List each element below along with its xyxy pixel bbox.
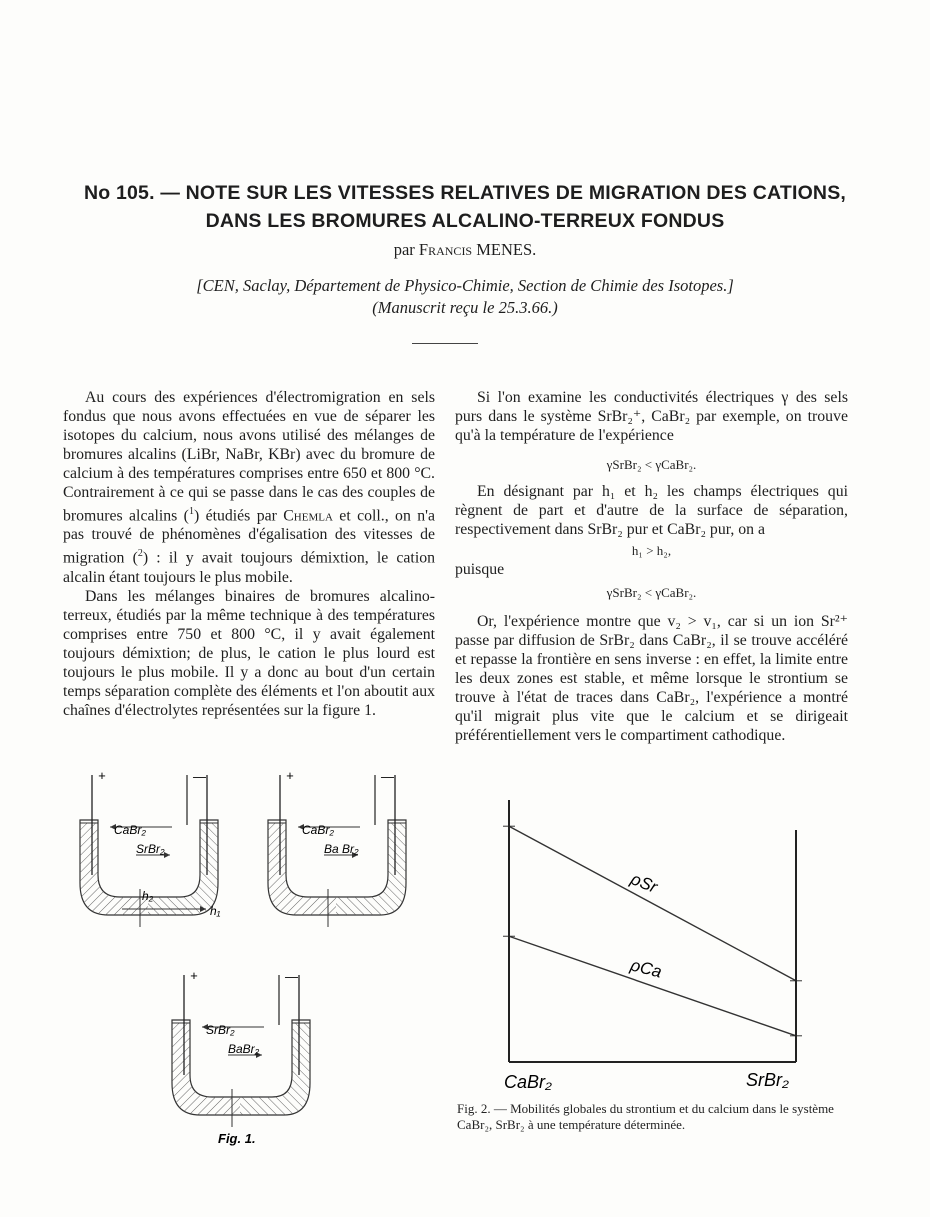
cell-a-anode-plus: +	[98, 768, 106, 783]
cell-b	[268, 768, 406, 927]
cell-a-h1: h₁	[210, 904, 221, 918]
figure-2-caption: Fig. 2. — Mobilités globales du strontium et du calcium dans le système CaBr₂, SrBr₂ à une température déterminée.	[457, 1101, 834, 1132]
left-column	[63, 388, 435, 720]
cell-c-salt-2: BaBr₂	[228, 1042, 260, 1056]
cell-a-salt-2: SrBr₂	[136, 842, 165, 856]
line-label-sr: ρSr	[628, 869, 660, 897]
affiliation: [CEN, Saclay, Département de Physico-Chimie, Section de Chimie des Isotopes.]	[196, 276, 734, 295]
figure-1-caption: Fig. 1.	[218, 1131, 256, 1146]
cell-b-cathode-minus: —	[381, 769, 394, 784]
figure-1-electrolysis-cells	[60, 765, 450, 1155]
cell-a	[80, 768, 221, 927]
right-paragraph-3: Or, l'expérience montre que v₂ > v₁, car si un ion Sr²⁺ passe par diffusion de SrBr₂ dans CaBr₂, il se trouve accéléré et repasse la frontière en sens inverse : en effet, la limite entre les deux zones est stable, et même lorsque le strontium se trouve à l'état de traces dans CaBr₂, l'expérience a montré qu'il migrait plus vite que le calcium et se dirigeait préférentiellement vers le compartiment cathodique.	[455, 613, 848, 744]
author-first-name: Francis	[418, 240, 473, 259]
cell-b-salt-2: Ba Br₂	[324, 842, 359, 856]
paper-title-line1: No 105. — NOTE SUR LES VITESSES RELATIVES DE MIGRATION DES CATIONS,	[83, 182, 847, 204]
cell-a-h2: h₂	[142, 889, 154, 903]
title-divider	[412, 343, 478, 344]
equation-2: h₁ > h₂,	[631, 543, 672, 558]
cell-c-cathode-minus: —	[285, 969, 298, 984]
left-paragraph-2: Dans les mélanges binaires de bromures alcalino-terreux, étudiés par la même technique à des températures comprises entre 750 et 800 °C, il y avait également toujours démixtion; de plus, le cation le plus lourd est toujours le plus mobile. Il y a donc au bout d'un certain temps séparation complète des éléments et l'on aboutit aux chaînes d'électrolytes représentées sur la figure 1.	[63, 587, 435, 719]
equation-3: γSrBr₂ < γCaBr₂.	[606, 585, 697, 600]
right-paragraph-2: En désignant par h₁ et h₂ les champs électriques qui règnent de part et d'autre de la surface de séparation, respectivement dans SrBr₂ pur et CaBr₂ pur, on a	[455, 483, 848, 538]
cell-c-anode-plus: +	[190, 968, 198, 983]
cell-a-cathode-minus: —	[193, 769, 206, 784]
reference-2[interactable]: 2	[137, 548, 143, 560]
puisque-text: puisque	[455, 561, 505, 578]
cell-c-salt-1: SrBr₂	[206, 1023, 235, 1037]
figure-2-mobility-chart	[490, 790, 840, 1100]
cell-a-salt-1: CaBr₂	[114, 823, 146, 837]
author-line	[40, 240, 890, 260]
left-paragraph-1: Au cours des expériences d'électromigration en sels fondus que nous avons effectuées en vue de séparer les isotopes du calcium, nous avons utilisé des mélanges de bromures alcalins (LiBr, NaBr, KBr) avec du bromure de calcium à des températures comprises entre 650 et 800 °C. Contrairement à ce qui se passe dans le cas des couples de bromures alcalins ($^1$) étudiés par Chemla et coll., on n'a pas trouvé de phénomènes d'égalisation des vitesses de migration ($^2$) : il y avait toujours démixtion, le cation alcalin étant toujours le plus mobile.	[63, 389, 435, 586]
author-last-name: MENES.	[476, 240, 537, 259]
author-chemla: Chemla	[283, 507, 333, 525]
cell-b-salt-1: CaBr₂	[302, 823, 334, 837]
received-date: (Manuscrit reçu le 25.3.66.)	[372, 298, 558, 317]
cell-c	[172, 968, 310, 1127]
series-line-ca	[509, 936, 796, 1036]
right-column	[455, 388, 848, 745]
series-line-sr	[509, 826, 796, 981]
paper-title-line2: DANS LES BROMURES ALCALINO-TERREUX FONDUS	[205, 210, 725, 232]
author-prefix: par	[393, 240, 415, 259]
right-paragraph-1: Si l'on examine les conductivités électriques γ des sels purs dans le système SrBr₂⁺, CaBr₂ par exemple, on trouve qu'à la température de l'expérience	[455, 389, 848, 444]
x-label-right: SrBr₂	[746, 1070, 789, 1090]
x-label-left: CaBr₂	[504, 1072, 552, 1092]
cell-b-anode-plus: +	[286, 768, 294, 783]
line-label-ca: ρCa	[628, 955, 664, 982]
equation-1: γSrBr₂ < γCaBr₂.	[606, 457, 697, 472]
reference-1[interactable]: 1	[188, 506, 194, 517]
